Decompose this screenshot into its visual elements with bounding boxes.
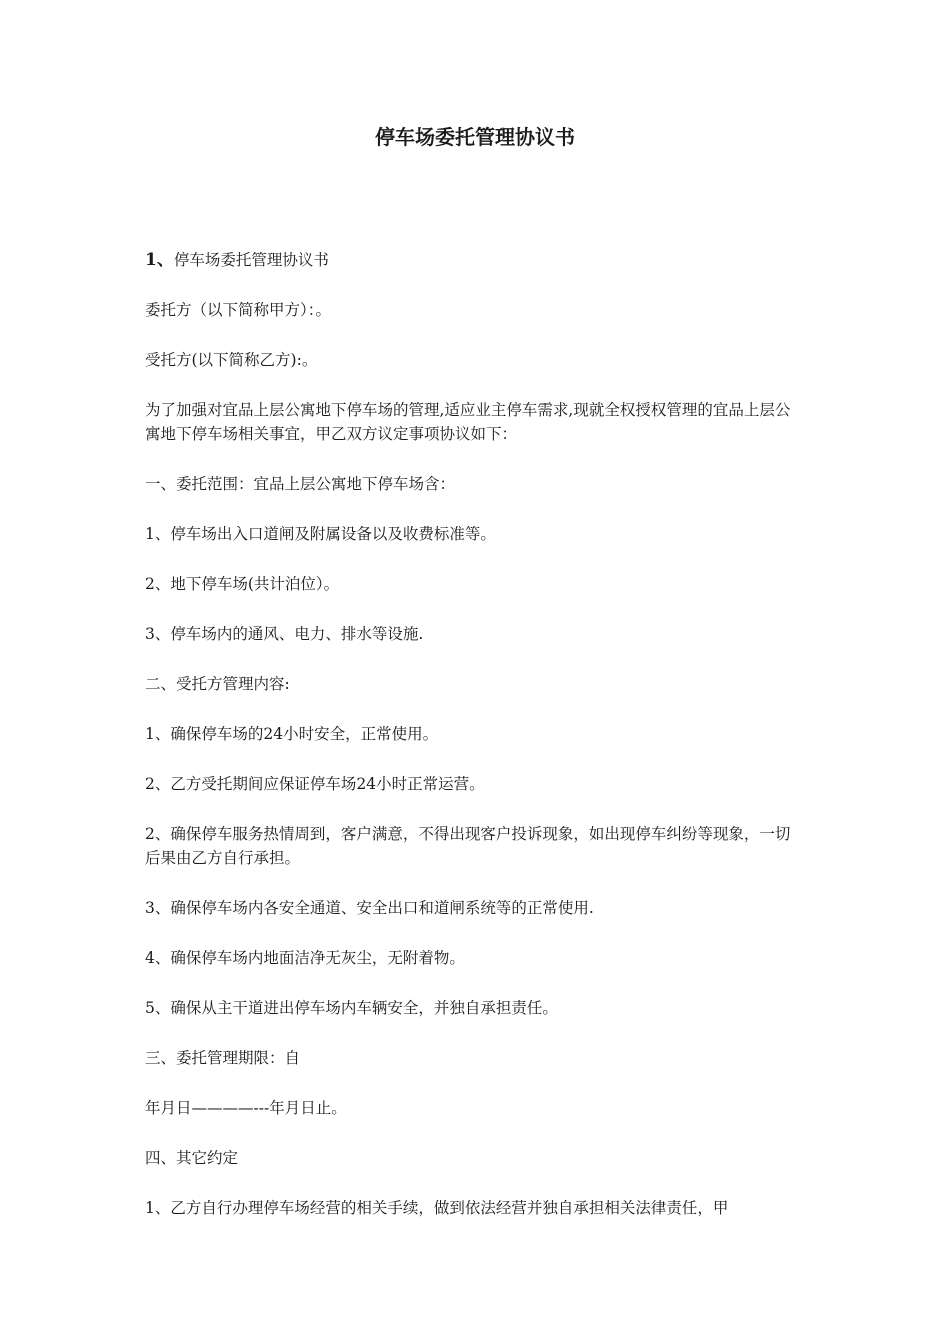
paragraph-clause-1-item-2: 2、地下停车场(共计泊位）。 bbox=[145, 575, 340, 593]
document-body bbox=[145, 248, 805, 1246]
paragraph-clause-2-item-4: 4、确保停车场内地面洁净无灰尘，无附着物。 bbox=[145, 949, 465, 967]
section-heading bbox=[145, 248, 805, 272]
paragraph-clause-4-item-1: 1、乙方自行办理停车场经营的相关手续，做到依法经营并独自承担相关法律责任，甲 bbox=[145, 1199, 729, 1217]
paragraph-clause-1-heading: 一、委托范围：宜品上层公寓地下停车场含： bbox=[145, 475, 456, 493]
paragraph-clause-2-item-2: 2、乙方受托期间应保证停车场24小时正常运营。 bbox=[145, 775, 485, 793]
section-title: 停车场委托管理协议书 bbox=[173, 251, 329, 269]
paragraph-clause-3-heading: 三、委托管理期限：自 bbox=[145, 1049, 301, 1067]
paragraph-clause-2-item-1: 1、确保停车场的24小时安全，正常使用。 bbox=[145, 725, 439, 743]
paragraph-clause-2-heading: 二、受托方管理内容: bbox=[145, 675, 290, 693]
paragraph-clause-2-item-5: 5、确保从主干道进出停车场内车辆安全，并独自承担责任。 bbox=[145, 999, 558, 1017]
paragraph-principal: 委托方（以下简称甲方）：。 bbox=[145, 301, 332, 319]
paragraph-clause-1-item-3: 3、停车场内的通风、电力、排水等设施. bbox=[145, 625, 424, 643]
section-number: 1、 bbox=[145, 250, 174, 270]
paragraph-clause-1-item-1: 1、停车场出入口道闸及附属设备以及收费标准等。 bbox=[145, 525, 496, 543]
paragraph-clause-2-item-3: 3、确保停车场内各安全通道、安全出口和道闸系统等的正常使用. bbox=[145, 899, 594, 917]
paragraph-agent: 受托方(以下简称乙方):。 bbox=[145, 351, 318, 369]
paragraph-clause-4-heading: 四、其它约定 bbox=[145, 1149, 239, 1167]
document-title: 停车场委托管理协议书 bbox=[375, 125, 575, 149]
paragraph-clause-3-dates: 年月日————---年月日止。 bbox=[145, 1099, 347, 1117]
paragraph-clause-2-item-2b: 2、确保停车服务热情周到，客户满意，不得出现客户投诉现象，如出现停车纠纷等现象，一切后果由乙方自行承担。 bbox=[145, 825, 791, 867]
paragraph-preamble: 为了加强对宜品上层公寓地下停车场的管理,适应业主停车需求,现就全权授权管理的宜品上层公寓地下停车场相关事宜，甲乙双方议定事项协议如下： bbox=[145, 401, 791, 443]
